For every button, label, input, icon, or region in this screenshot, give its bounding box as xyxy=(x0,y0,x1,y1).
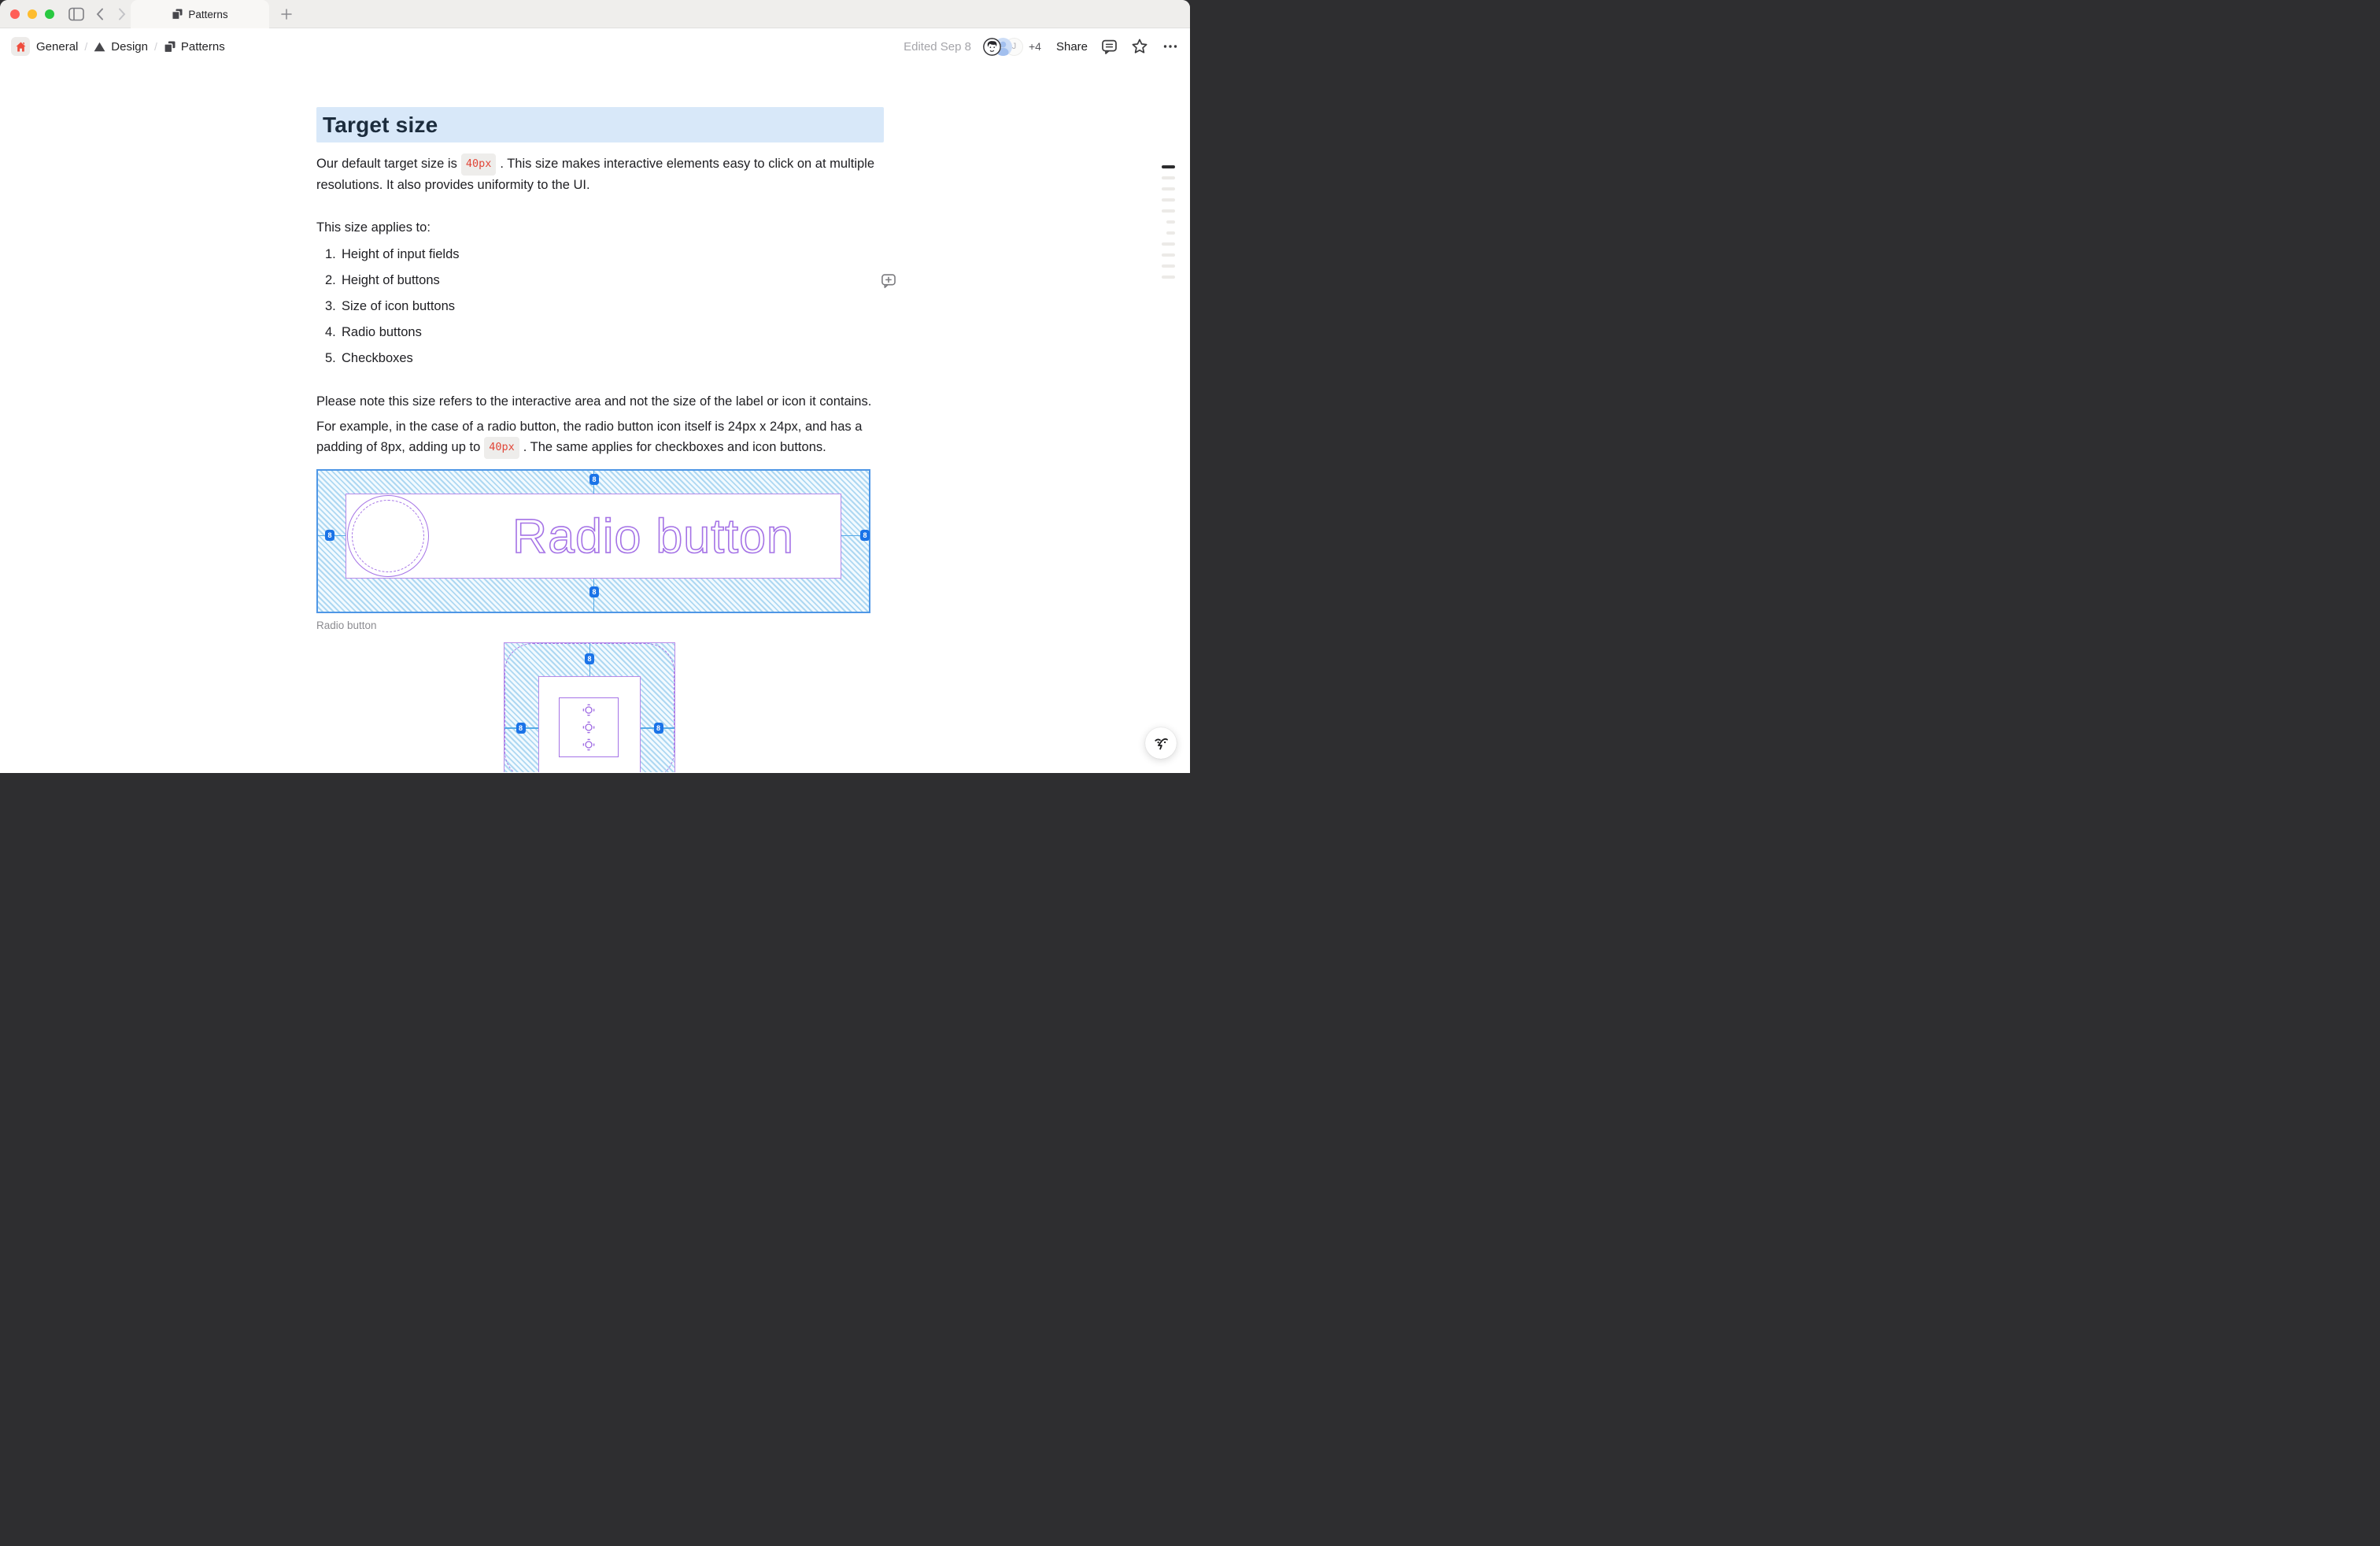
breadcrumb-item-general[interactable]: General xyxy=(36,39,79,54)
traffic-lights xyxy=(10,9,54,19)
comments-button[interactable] xyxy=(1101,39,1118,55)
triangle-icon xyxy=(94,42,105,52)
padding-marker: 8 xyxy=(860,530,870,541)
pages-icon xyxy=(164,41,176,53)
radio-icon-stack xyxy=(559,697,619,757)
minimap-bar[interactable] xyxy=(1162,198,1175,202)
star-icon xyxy=(1131,38,1148,55)
list-item: 2. Height of buttons xyxy=(325,273,440,287)
padding-marker: 8 xyxy=(585,653,594,664)
favorite-button[interactable] xyxy=(1131,38,1148,55)
minimap-bar[interactable] xyxy=(1162,187,1175,190)
ellipsis-icon xyxy=(1162,38,1179,55)
app-window xyxy=(0,0,1190,773)
outline-minimap xyxy=(1162,165,1175,287)
collaborator-avatars[interactable] xyxy=(983,38,1023,56)
list-item: 4. Radio buttons xyxy=(325,325,422,339)
tab-bar xyxy=(0,0,1190,28)
toolbar xyxy=(0,28,1190,65)
document-body xyxy=(316,107,884,772)
breadcrumb-separator: / xyxy=(84,40,88,53)
minimap-bar[interactable] xyxy=(1162,176,1175,179)
padding-marker: 8 xyxy=(589,474,599,485)
radio-circle-dashed xyxy=(352,500,424,572)
breadcrumb-item-patterns[interactable]: Patterns xyxy=(164,40,225,54)
list-item: 5. Checkboxes xyxy=(325,351,413,365)
plus-icon xyxy=(280,8,293,20)
breadcrumb-separator: / xyxy=(153,40,157,53)
figure-radio-group-target-size[interactable] xyxy=(504,642,675,772)
paragraph-intro: Our default target size is 40px . This size makes interactive elements easy to click on at multiple resolutions. It also provides uniformity to the UI. xyxy=(316,153,884,195)
minimap-bar[interactable] xyxy=(1166,220,1176,224)
breadcrumb-item-design[interactable]: Design xyxy=(94,40,148,54)
minimap-bar[interactable] xyxy=(1162,253,1175,257)
minimap-bar[interactable] xyxy=(1162,264,1175,268)
list-item: 1. Height of input fields xyxy=(325,247,460,261)
inline-code-chip: 40px xyxy=(461,153,497,176)
close-window-button[interactable] xyxy=(10,9,20,19)
tab-patterns[interactable] xyxy=(131,0,269,28)
paragraph-note: Please note this size refers to the interactive area and not the size of the label or icon it contains. xyxy=(316,394,872,409)
applies-list xyxy=(316,245,884,368)
assistant-button[interactable] xyxy=(1145,727,1177,759)
sidebar-toggle-button[interactable] xyxy=(68,7,84,21)
radio-group-control xyxy=(538,676,641,772)
add-comment-icon xyxy=(881,273,897,290)
heading-highlight xyxy=(316,107,884,142)
breadcrumb-item-general-icon[interactable] xyxy=(11,37,30,56)
padding-marker: 8 xyxy=(516,723,526,734)
minimap-bar[interactable] xyxy=(1162,209,1175,213)
figure-radio-button-target-size[interactable] xyxy=(316,469,870,613)
nav-forward-button[interactable] xyxy=(117,8,127,20)
chevron-right-icon xyxy=(118,8,126,20)
minimize-window-button[interactable] xyxy=(28,9,37,19)
figure-caption[interactable]: Radio button xyxy=(316,620,377,631)
paragraph-applies: This size applies to: xyxy=(316,220,431,235)
radio-button-control xyxy=(346,494,841,579)
minimap-bar[interactable] xyxy=(1162,165,1175,168)
share-button[interactable]: Share xyxy=(1055,39,1088,54)
minimap-bar[interactable] xyxy=(1162,242,1175,246)
comment-icon xyxy=(1101,39,1118,55)
radio-icon xyxy=(582,721,595,734)
avatar[interactable]: J xyxy=(1005,38,1023,56)
avatar[interactable] xyxy=(983,38,1001,56)
pages-icon xyxy=(172,9,183,20)
padding-marker: 8 xyxy=(654,723,663,734)
add-comment-button[interactable] xyxy=(881,273,897,290)
radio-icon xyxy=(582,704,595,716)
radio-button-outline-text: Radio button xyxy=(512,509,794,563)
edited-timestamp: Edited Sep 8 xyxy=(904,39,971,54)
nav-back-button[interactable] xyxy=(95,8,105,20)
paragraph-example: For example, in the case of a radio button, the radio button icon itself is 24px x 24px, and has a padding of 8px, adding up to 40px . The same applies for checkboxes and icon buttons. xyxy=(316,417,884,459)
toolbar-right xyxy=(904,38,1179,56)
chevron-left-icon xyxy=(96,8,104,20)
padding-marker: 8 xyxy=(589,586,599,597)
list-item: 3. Size of icon buttons xyxy=(325,299,456,313)
inline-code-chip: 40px xyxy=(484,437,519,459)
collaborators-overflow-count[interactable]: +4 xyxy=(1029,40,1041,53)
more-options-button[interactable] xyxy=(1162,38,1179,55)
assistant-face-icon xyxy=(1152,734,1170,753)
new-tab-button[interactable] xyxy=(275,3,298,25)
minimap-bar[interactable] xyxy=(1162,276,1175,279)
zoom-window-button[interactable] xyxy=(45,9,54,19)
radio-icon xyxy=(582,738,595,751)
tab-title: Patterns xyxy=(188,8,228,20)
page-title: Target size xyxy=(323,112,438,137)
document-canvas xyxy=(0,65,1190,772)
sidebar-icon xyxy=(68,7,84,21)
minimap-bar[interactable] xyxy=(1166,231,1176,235)
home-icon xyxy=(15,41,27,53)
breadcrumb xyxy=(11,37,225,56)
padding-marker: 8 xyxy=(325,530,334,541)
